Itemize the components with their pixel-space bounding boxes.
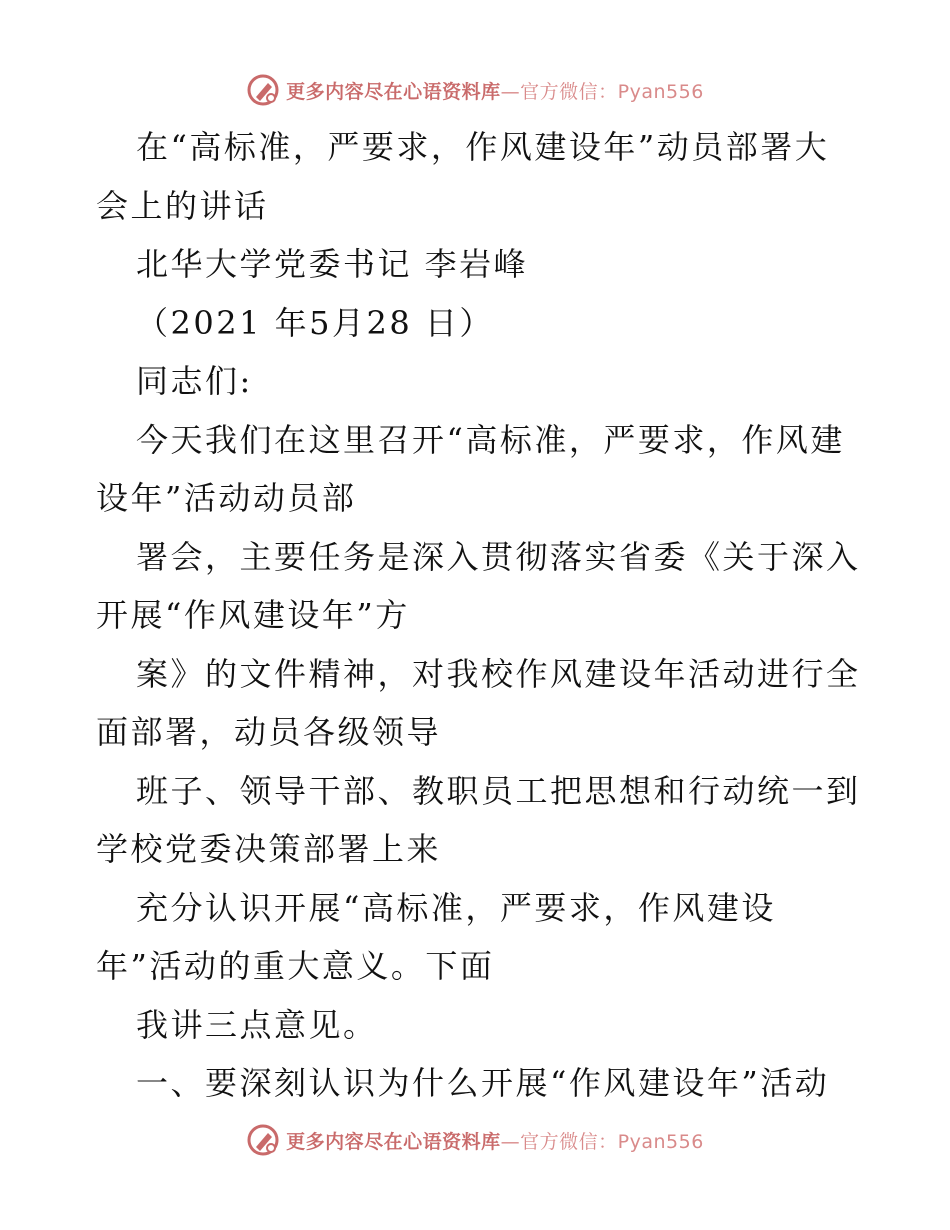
paragraph-line: 班子、领导干部、教职员工把思想和行动统一到 — [136, 771, 861, 810]
watermark-separator: — — [500, 1130, 521, 1153]
watermark-banner-top — [0, 70, 950, 110]
watermark-site: 更多内容尽在心语资料库 — [286, 80, 501, 103]
paragraph-line: 设年”活动动员部 — [96, 479, 357, 517]
pen-seal-icon — [246, 1123, 280, 1157]
watermark-banner-bottom — [0, 1120, 950, 1160]
title-line-1: 在“高标准，严要求，作风建设年”动员部署大 — [136, 128, 830, 166]
author-line: 北华大学党委书记 李岩峰 — [136, 245, 529, 283]
paragraph-line: 学校党委决策部署上来 — [96, 830, 442, 868]
paragraph-line: 年”活动的重大意义。下面 — [96, 947, 495, 985]
paragraph-line: 充分认识开展“高标准，严要求，作风建设 — [136, 888, 776, 927]
watermark-contact: 官方微信：Pyan556 — [520, 1130, 704, 1153]
paragraph-line: 我讲三点意见。 — [136, 1005, 378, 1044]
document-body — [96, 118, 861, 1113]
watermark-contact: 官方微信：Pyan556 — [520, 80, 704, 103]
paragraph-line: 案》的文件精神，对我校作风建设年活动进行全 — [136, 654, 861, 693]
date-line: （2021 年5月28 日） — [136, 303, 494, 342]
paragraph-line: 署会，主要任务是深入贯彻落实省委《关于深入 — [136, 537, 861, 576]
salutation-line: 同志们: — [136, 362, 253, 400]
watermark-text — [286, 1127, 704, 1154]
paragraph-line: 面部署，动员各级领导 — [96, 713, 442, 751]
section-heading-line: 一、要深刻认识为什么开展“作风建设年”活动 — [136, 1064, 830, 1102]
paragraph-line: 今天我们在这里召开“高标准，严要求，作风建 — [136, 420, 845, 459]
title-line-2: 会上的讲话 — [96, 186, 269, 225]
watermark-site: 更多内容尽在心语资料库 — [286, 1130, 501, 1153]
paragraph-line: 开展“作风建设年”方 — [96, 596, 410, 634]
watermark-text — [286, 77, 704, 104]
watermark-separator: — — [500, 80, 521, 103]
pen-seal-icon — [246, 73, 280, 107]
